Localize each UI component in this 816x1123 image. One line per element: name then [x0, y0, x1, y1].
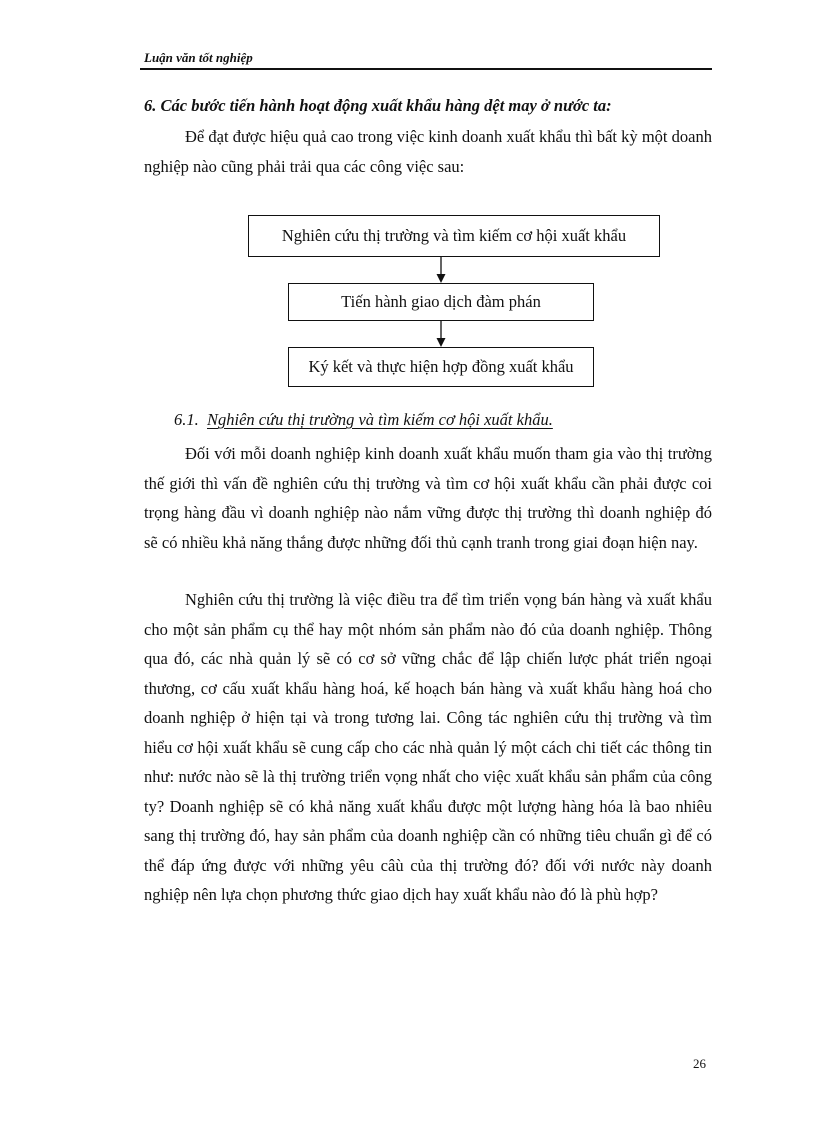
running-header-title: Luận văn tốt nghiệp: [144, 50, 253, 65]
flowchart-step-research: [248, 215, 660, 257]
body-paragraph-1: Đối với mỗi doanh nghiệp kinh doanh xuất khẩu muốn tham gia vào thị trường thế giới thì vấn đề nghiên cứu thị trường và tìm cơ hội xuất khẩu cần phải được coi trọng hàng đầu vì doanh nghiệp nào nắm vững được thị trường thì doanh nghiệp đó sẽ có nhiều khả năng thắng được những đối thủ cạnh tranh trong giai đoạn hiện nay.: [144, 444, 712, 552]
flowchart-step-contract: [288, 347, 594, 387]
flowchart-arrow-down-icon: [436, 257, 446, 283]
flowchart-step-negotiation: [288, 283, 594, 321]
subsection-title: Nghiên cứu thị trường và tìm kiếm cơ hội xuất khẩu.: [207, 410, 553, 429]
body-paragraph-2: Nghiên cứu thị trường là việc điều tra để tìm triển vọng bán hàng và xuất khẩu cho một sản phẩm cụ thể hay một nhóm sản phẩm nào đó của doanh nghiệp. Thông qua đó, các nhà quản lý sẽ có cơ sở vững chắc để lập chiến lược phát triển ngoại thương, cơ cấu xuất khẩu hàng hoá, kế hoạch bán hàng và xuất khẩu hàng hoá cho doanh nghiệp ở hiện tại và trong tương lai. Công tác nghiên cứu thị trường và tìm hiểu cơ hội xuất khẩu sẽ cung cấp cho các nhà quản lý một cách chi tiết các thông tin như: nước nào sẽ là thị trường triển vọng nhất cho việc xuất khẩu sản phẩm của công ty? Doanh nghiệp sẽ có khả năng xuất khẩu được một lượng hàng hóa là bao nhiêu sang thị trường đó, hay sản phẩm của doanh nghiệp cần có những tiêu chuẩn gì để có thể đáp ứng được với những yêu câù của thị trường đó? đối với nước này doanh nghiệp nên lựa chọn phương thức giao dịch hay xuất khẩu nào đó là phù hợp?: [144, 590, 712, 904]
subsection-number: 6.1.: [174, 410, 199, 429]
subsection-heading: [174, 410, 553, 430]
intro-paragraph: Để đạt được hiệu quả cao trong việc kinh doanh xuất khẩu thì bất kỳ một doanh nghiệp nào cũng phải trải qua các công việc sau:: [144, 127, 712, 176]
page-number: 26: [693, 1056, 706, 1071]
flowchart-arrow-down-icon: [436, 321, 446, 347]
flowchart-step-label: Tiến hành giao dịch đàm phán: [341, 292, 541, 311]
flowchart-step-label: Nghiên cứu thị trường và tìm kiếm cơ hội xuất khẩu: [281, 226, 627, 245]
section-heading: 6. Các bước tiến hành hoạt động xuất khẩu hàng dệt may ở nước ta:: [144, 96, 612, 115]
flowchart-step-label: Ký kết và thực hiện hợp đồng xuất khẩu: [308, 357, 574, 376]
header-rule: [140, 68, 712, 70]
